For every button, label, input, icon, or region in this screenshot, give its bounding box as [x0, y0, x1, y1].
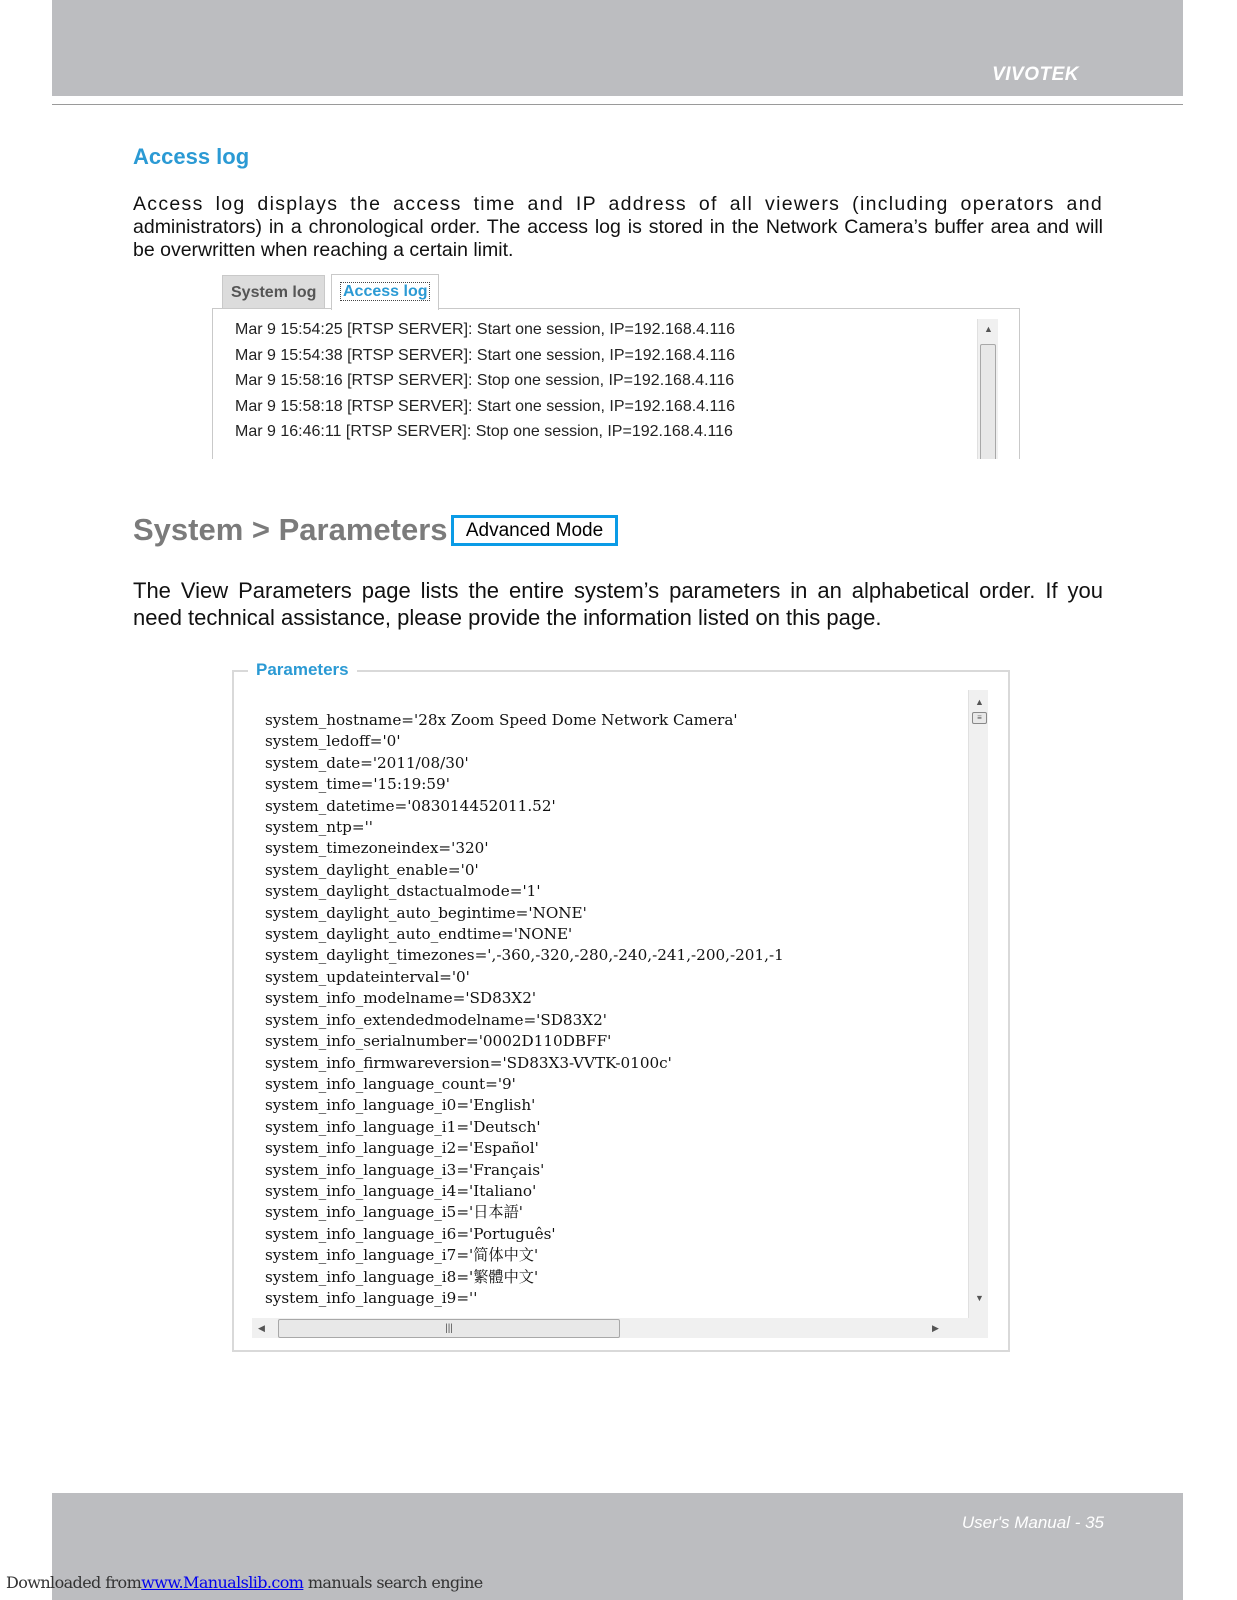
parameter-line: system_info_language_i3='Français'	[265, 1160, 545, 1179]
download-note-prefix: Downloaded from	[6, 1573, 142, 1592]
download-note-suffix: manuals search engine	[303, 1573, 483, 1592]
parameter-line: system_updateinterval='0'	[265, 967, 470, 986]
brand-logo: VIVOTEK	[992, 64, 1079, 85]
parameter-line: system_ledoff='0'	[265, 732, 401, 751]
parameter-line: system_info_language_count='9'	[265, 1074, 516, 1093]
parameters-description: The View Parameters page lists the entire system’s parameters in an alphabetical order. If you need technical assistance, please provide the information listed on this page.	[133, 578, 1103, 630]
scroll-thumb-grip-icon[interactable]: ≡	[972, 712, 987, 724]
parameter-line: system_info_serialnumber='0002D110DBFF'	[265, 1032, 612, 1051]
parameter-line: system_ntp=''	[265, 818, 373, 837]
log-scroll-thumb[interactable]	[980, 344, 996, 459]
parameter-line: system_daylight_dstactualmode='1'	[265, 882, 541, 901]
download-note	[6, 1573, 483, 1592]
log-entry: Mar 9 15:54:38 [RTSP SERVER]: Start one session, IP=192.168.4.116	[235, 347, 736, 364]
parameter-line: system_info_firmwareversion='SD83X3-VVTK-0100c'	[265, 1053, 672, 1072]
log-entry: Mar 9 15:58:16 [RTSP SERVER]: Stop one session, IP=192.168.4.116	[235, 372, 735, 389]
parameter-line: system_info_language_i6='Português'	[265, 1224, 556, 1243]
tab-access-log-label: Access log	[340, 282, 430, 301]
header-divider	[52, 104, 1183, 105]
parameter-line: system_daylight_enable='0'	[265, 860, 479, 879]
parameter-line: system_info_language_i7='简体中文'	[265, 1246, 539, 1265]
parameter-line: system_info_language_i8='繁體中文'	[265, 1267, 539, 1286]
parameters-list	[265, 710, 965, 1309]
advanced-mode-badge: Advanced Mode	[451, 515, 618, 546]
parameters-vscrollbar[interactable]	[968, 690, 988, 1318]
log-entry: Mar 9 15:58:18 [RTSP SERVER]: Start one session, IP=192.168.4.116	[235, 398, 736, 415]
parameter-line: system_time='15:19:59'	[265, 775, 450, 794]
parameters-legend: Parameters	[248, 660, 357, 680]
log-scrollbar[interactable]	[977, 319, 998, 459]
parameters-textarea[interactable]	[252, 690, 988, 1338]
parameter-line: system_daylight_auto_endtime='NONE'	[265, 925, 573, 944]
parameters-hscrollbar[interactable]	[252, 1318, 988, 1338]
scroll-right-icon[interactable]: ▶	[932, 1323, 939, 1333]
manualslib-link[interactable]: www.Manualslib.com	[141, 1573, 304, 1592]
access-log-description-line1: Access log displays the access time and IP address of all viewers (including operators and	[133, 193, 1103, 215]
parameter-line: system_info_language_i9=''	[265, 1288, 478, 1307]
access-log-title: Access log	[133, 144, 250, 169]
scroll-left-icon[interactable]: ◀	[258, 1323, 265, 1333]
parameter-line: system_date='2011/08/30'	[265, 753, 469, 772]
parameter-line: system_info_language_i1='Deutsch'	[265, 1117, 541, 1136]
parameter-line: system_info_language_i5='日本語'	[265, 1203, 523, 1222]
parameter-line: system_datetime='083014452011.52'	[265, 796, 556, 815]
access-log-description	[133, 193, 1103, 262]
tab-access-log[interactable]	[331, 274, 439, 310]
scroll-up-icon[interactable]: ▲	[984, 324, 993, 334]
access-log-description-rest: administrators) in a chronological order. The access log is stored in the Network Camera’s buffer area and will be overwritten when reaching a certain limit.	[133, 216, 1103, 261]
scroll-down-icon[interactable]: ▼	[975, 1293, 984, 1303]
parameter-line: system_info_language_i0='English'	[265, 1096, 536, 1115]
log-entry: Mar 9 15:54:25 [RTSP SERVER]: Start one session, IP=192.168.4.116	[235, 321, 736, 338]
tab-system-log[interactable]: System log	[222, 275, 325, 309]
parameter-line: system_info_extendedmodelname='SD83X2'	[265, 1010, 607, 1029]
parameter-line: system_info_language_i4='Italiano'	[265, 1181, 537, 1200]
scroll-up-icon[interactable]: ▲	[975, 697, 984, 707]
parameter-line: system_info_modelname='SD83X2'	[265, 989, 537, 1008]
parameter-line: system_daylight_auto_begintime='NONE'	[265, 903, 587, 922]
parameter-line: system_hostname='28x Zoom Speed Dome Network Camera'	[265, 711, 738, 729]
parameter-line: system_timezoneindex='320'	[265, 839, 489, 858]
h-scroll-thumb[interactable]: |||	[278, 1319, 620, 1338]
access-log-panel	[212, 308, 1020, 459]
log-entry: Mar 9 16:46:11 [RTSP SERVER]: Stop one session, IP=192.168.4.116	[235, 423, 733, 440]
parameter-line: system_daylight_timezones=',-360,-320,-280,-240,-241,-200,-201,-1	[265, 946, 784, 965]
footer-page-label: User's Manual - 35	[961, 1513, 1104, 1532]
parameter-line: system_info_language_i2='Español'	[265, 1139, 539, 1158]
parameters-title: System > Parameters	[133, 512, 448, 547]
